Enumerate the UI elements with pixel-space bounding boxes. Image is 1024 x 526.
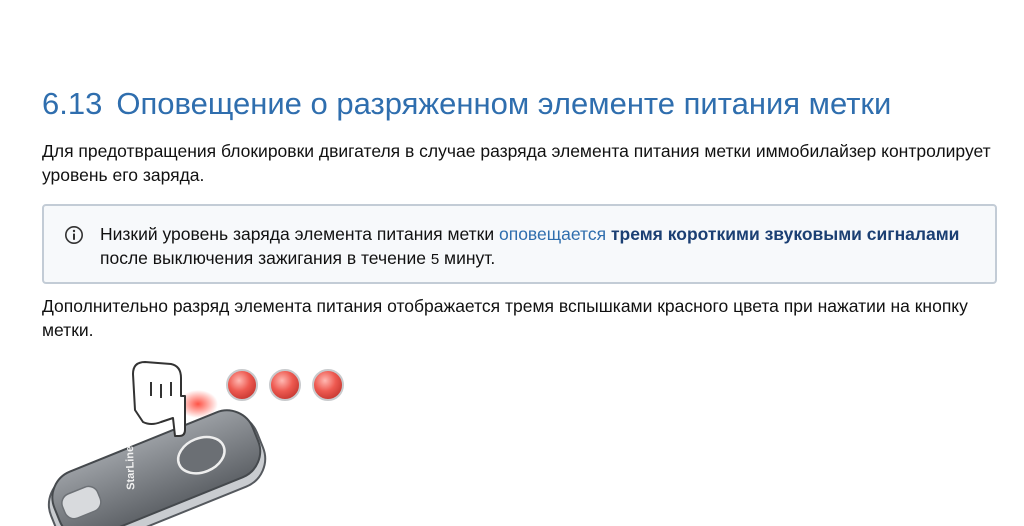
- red-flash-2: [270, 370, 300, 400]
- section-title: Оповещение о разряженном элементе питания метки: [116, 86, 892, 121]
- note-part1: Низкий уровень заряда элемента питания метки: [100, 224, 499, 244]
- extra-paragraph: Дополнительно разряд элемента питания отображается тремя вспышками красного цвета при нажатии на кнопку метки.: [42, 296, 968, 340]
- section-number: 6.13: [42, 86, 103, 121]
- intro-paragraph: Для предотвращения блокировки двигателя в случае разряда элемента питания метки иммобилайзер контролирует уровень его заряда.: [42, 141, 991, 185]
- section-heading: [42, 86, 891, 122]
- info-note: [42, 204, 997, 284]
- info-icon: [64, 225, 84, 245]
- note-part2: после выключения зажигания в течение: [100, 248, 431, 268]
- note-strong: тремя короткими звуковыми сигналами: [610, 224, 960, 244]
- brand-logo: StarLine: [123, 445, 138, 491]
- pointing-hand-icon: [133, 362, 185, 436]
- red-flash-3: [313, 370, 343, 400]
- note-minutes: 5: [430, 251, 440, 268]
- note-part3: минут.: [439, 248, 496, 268]
- note-link[interactable]: оповещается: [498, 224, 607, 244]
- red-flash-1: [227, 370, 257, 400]
- note-text: [100, 222, 980, 272]
- key-fob-illustration: [35, 352, 355, 526]
